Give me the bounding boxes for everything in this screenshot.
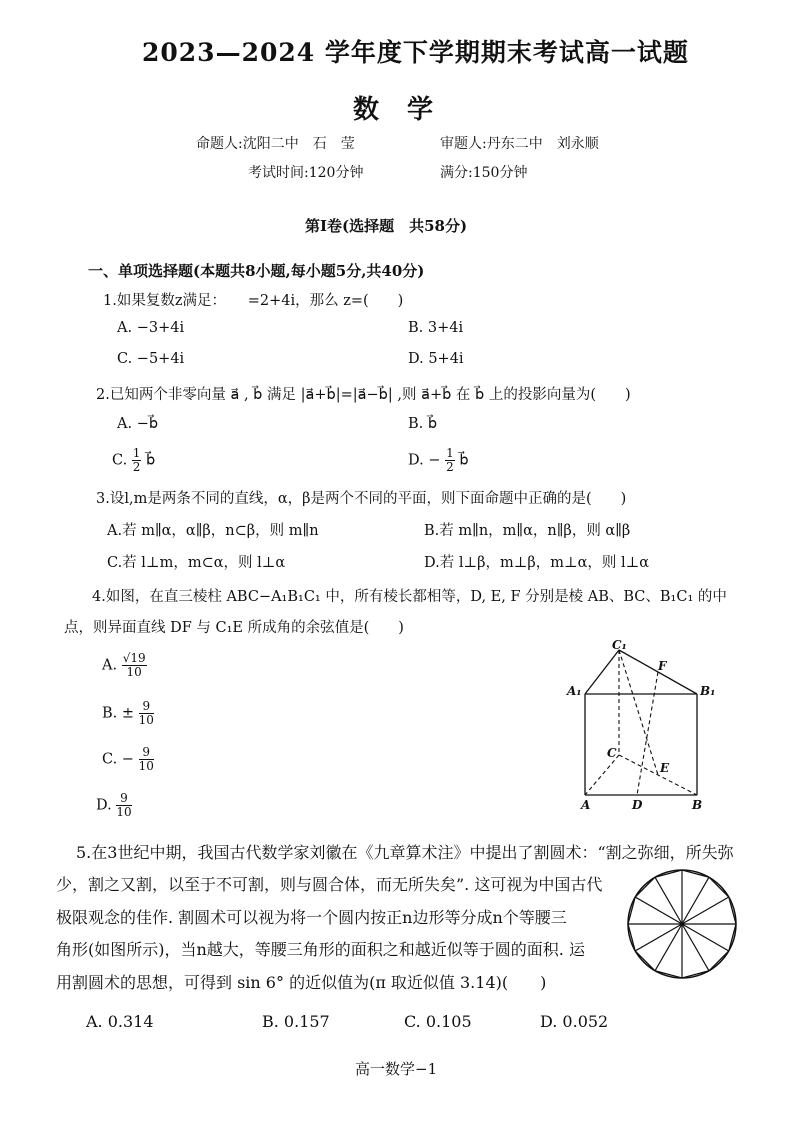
q4-b-fraction [139,700,154,727]
spoke-line [682,897,729,924]
q5-line3: 极限观念的佳作. 割圆术可以视为将一个圆内按正n边形等分成n个等腰三 [56,908,567,927]
label-a1: A₁ [567,684,582,698]
q4-a-fraction [122,652,147,679]
subject-title: 数学 [353,95,462,125]
q4-a-den: 10 [126,665,142,679]
q4-b-label: B. ± [102,705,135,722]
q4-c-num: 9 [139,746,154,760]
q2-c-fraction [132,447,142,474]
section-heading: 一、单项选择题(本题共8小题,每小题5分,共40分) [88,262,425,280]
spoke-line [682,877,709,924]
q2-option-a: A. −b⃗ [117,416,159,432]
q3-option-a: A.若 m∥α，α∥β，n⊂β，则 m∥n [107,523,319,539]
volume-heading: 第Ⅰ卷(选择题 共58分) [305,217,468,235]
q5-option-b: B. 0.157 [262,1012,330,1031]
q2-option-c [112,447,155,474]
label-c: C [607,746,617,760]
q4-d-num: 9 [116,792,131,806]
page-footer: 高一数学−1 [355,1060,438,1078]
q2-d-den: 2 [446,460,454,474]
q2-c-den: 2 [132,460,141,474]
q3-option-b: B.若 m∥n，m∥α，n∥β，则 α∥β [424,523,631,539]
spoke-line [635,897,682,924]
q5-line1: 5.在3世纪中期，我国古代数学家刘徽在《九章算术注》中提出了割圆术：“割之弥细，所失弥 [76,843,734,862]
q4-option-b [102,700,154,727]
label-f: F [658,659,667,673]
q2-d-tail: b⃗ [459,452,469,469]
exam-title: 2023—2024 学年度下学期期末考试高一试题 [142,38,689,67]
q5-line5: 用割圆术的思想，可得到 sin 6° 的近似值为(π 取近似值 3.14)( ) [56,973,547,992]
q4-a-label: A. [102,657,118,674]
q1-option-c: C. −5+4i [117,351,185,367]
full-score: 满分:150分钟 [440,165,528,181]
q4-b-num: 9 [139,700,154,714]
prism-figure [565,640,725,812]
q5-line4: 角形(如图所示)，当n越大，等腰三角形的面积之和越近似等于圆的面积. 运 [56,940,585,959]
spoke-line [655,924,682,971]
q2-option-b: B. b⃗ [408,416,438,432]
label-d: D [632,798,643,812]
q2-d-num: 1 [446,446,454,460]
spoke-line [655,877,682,924]
edge-c1-a1 [585,650,619,694]
q1-stem: 1.如果复数z满足： =2+4i，那么 z=( ) [103,293,404,309]
author-line: 命题人:沈阳二中 石 莹 [196,136,355,152]
label-b1: B₁ [700,684,716,698]
q4-option-a [102,652,147,679]
reviewer-line: 审题人:丹东二中 刘永顺 [440,136,599,152]
q5-option-d: D. 0.052 [540,1012,609,1031]
q4-b-den: 10 [138,713,154,727]
spoke-line [682,924,729,951]
edge-c-a-dashed [585,755,619,795]
cut-circle-figure [624,866,740,982]
q4-c-fraction [139,746,154,773]
spoke-line [682,924,709,971]
q2-d-fraction [445,447,455,474]
q5-option-c: C. 0.105 [404,1012,472,1031]
label-a: A [581,798,591,812]
q4-a-num: √19 [122,651,146,665]
q2-d-label: D. − [408,452,441,469]
q2-option-d [408,447,469,474]
q1-option-d: D. 5+4i [408,351,464,367]
q2-c-label: C. [112,452,128,469]
q4-stem-line1: 4.如图，在直三棱柱 ABC−A₁B₁C₁ 中，所有棱长都相等，D, E, F 分别是棱 AB、BC、B₁C₁ 的中 [92,589,727,605]
q4-stem-line2: 点，则异面直线 DF 与 C₁E 所成角的余弦值是( ) [64,620,404,636]
q4-option-c [102,746,154,773]
q5-line2: 少，割之又割，以至于不可割，则与圆合体，而无所失矣”. 这可视为中国古代 [56,875,603,894]
q2-stem: 2.已知两个非零向量 a⃗ , b⃗ 满足 |a⃗+b⃗|=|a⃗−b⃗| ,则 a⃗+b⃗ 在 b⃗ 上的投影向量为( ) [96,387,631,403]
q5-option-a: A. 0.314 [86,1012,154,1031]
q3-option-c: C.若 l⊥m，m⊂α，则 l⊥α [107,555,286,571]
segment-df-dashed [637,672,658,795]
q2-c-num: 1 [132,446,141,460]
q4-c-den: 10 [138,759,154,773]
label-c1: C₁ [612,640,627,652]
spoke-line [635,924,682,951]
q3-stem: 3.设l,m是两条不同的直线，α，β是两个不同的平面，则下面命题中正确的是( ) [96,491,627,507]
q4-c-label: C. − [102,751,134,768]
q1-option-a: A. −3+4i [117,320,185,336]
exam-time: 考试时间:120分钟 [248,165,364,181]
q4-d-fraction [116,792,131,819]
q4-option-d [96,792,132,819]
edge-c-b-dashed [619,755,697,795]
q3-option-d: D.若 l⊥β，m⊥β，m⊥α，则 l⊥α [424,555,650,571]
q4-d-label: D. [96,797,112,814]
q4-d-den: 10 [116,805,132,819]
label-e: E [660,761,670,775]
label-b: B [692,798,703,812]
q1-option-b: B. 3+4i [408,320,464,336]
q2-c-tail: b⃗ [146,452,156,469]
